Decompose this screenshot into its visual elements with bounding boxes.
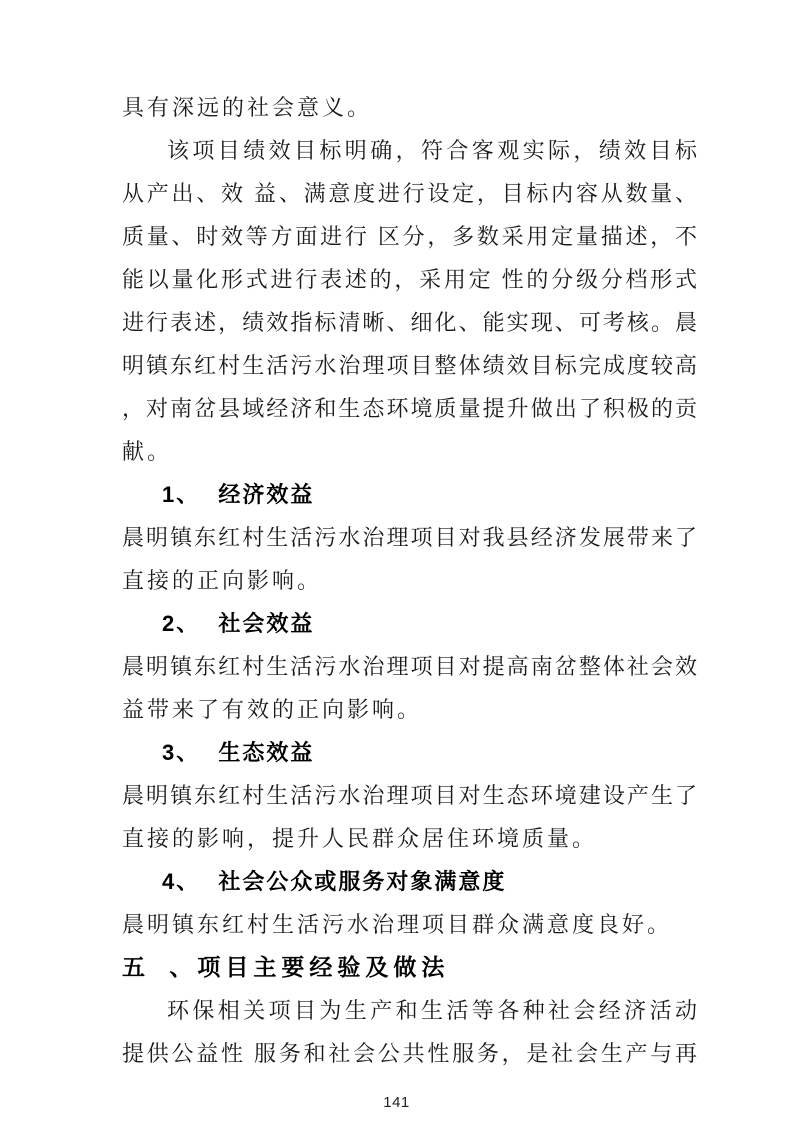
paragraph bbox=[122, 516, 698, 602]
paragraph bbox=[122, 903, 698, 946]
section-heading: 2、 社会效益 bbox=[162, 611, 315, 636]
section-heading: 4、 社会公众或服务对象满意度 bbox=[162, 869, 507, 894]
text-line: 该项目绩效目标明确，符合客观实际，绩效目标 bbox=[167, 138, 698, 163]
paragraph bbox=[122, 645, 698, 731]
text-line: 环保相关项目为生产和生活等各种社会经济活动 bbox=[167, 998, 698, 1023]
document-content bbox=[122, 86, 698, 1075]
text-line: 质量、时效等方面进行 区分，多数采用定量描述，不 bbox=[122, 224, 698, 249]
text-line: 从产出、效 益、满意度进行设定，目标内容从数量、 bbox=[122, 181, 698, 206]
text-line: 晨明镇东红村生活污水治理项目对提高南岔整体社会效 bbox=[122, 654, 698, 679]
section-heading: 3、 生态效益 bbox=[162, 740, 315, 765]
text-line: 能以量化形式进行表述的，采用定 性的分级分档形式 bbox=[122, 267, 698, 292]
paragraph bbox=[122, 989, 698, 1075]
text-line: 进行表述，绩效指标清晰、细化、能实现、可考核。晨 bbox=[122, 310, 698, 335]
text-line: 直接的影响，提升人民群众居住环境质量。 bbox=[122, 826, 598, 851]
chapter-heading: 五 、项目主要经验及做法 bbox=[122, 954, 450, 980]
text-line: 晨明镇东红村生活污水治理项目对生态环境建设产生了 bbox=[122, 783, 698, 808]
paragraph bbox=[122, 129, 698, 473]
page-number: 141 bbox=[383, 1094, 410, 1111]
text-line: 明镇东红村生活污水治理项目整体绩效目标完成度较高 bbox=[122, 353, 698, 378]
text-line: 直接的正向影响。 bbox=[122, 568, 323, 593]
paragraph bbox=[122, 86, 698, 129]
text-line: 具有深远的社会意义。 bbox=[122, 95, 373, 120]
text-line: 献。 bbox=[122, 439, 173, 464]
paragraph bbox=[122, 774, 698, 860]
text-line: 晨明镇东红村生活污水治理项目群众满意度良好。 bbox=[122, 912, 673, 937]
text-line: 晨明镇东红村生活污水治理项目对我县经济发展带来了 bbox=[122, 525, 698, 550]
section-heading: 1、 经济效益 bbox=[162, 482, 315, 507]
page-footer bbox=[0, 1094, 793, 1112]
text-line: 提供公益性 服务和社会公共性服务，是社会生产与再 bbox=[122, 1041, 698, 1066]
text-line: 益带来了有效的正向影响。 bbox=[122, 697, 423, 722]
text-line: ，对南岔县域经济和生态环境质量提升做出了积极的贡 bbox=[122, 396, 698, 421]
